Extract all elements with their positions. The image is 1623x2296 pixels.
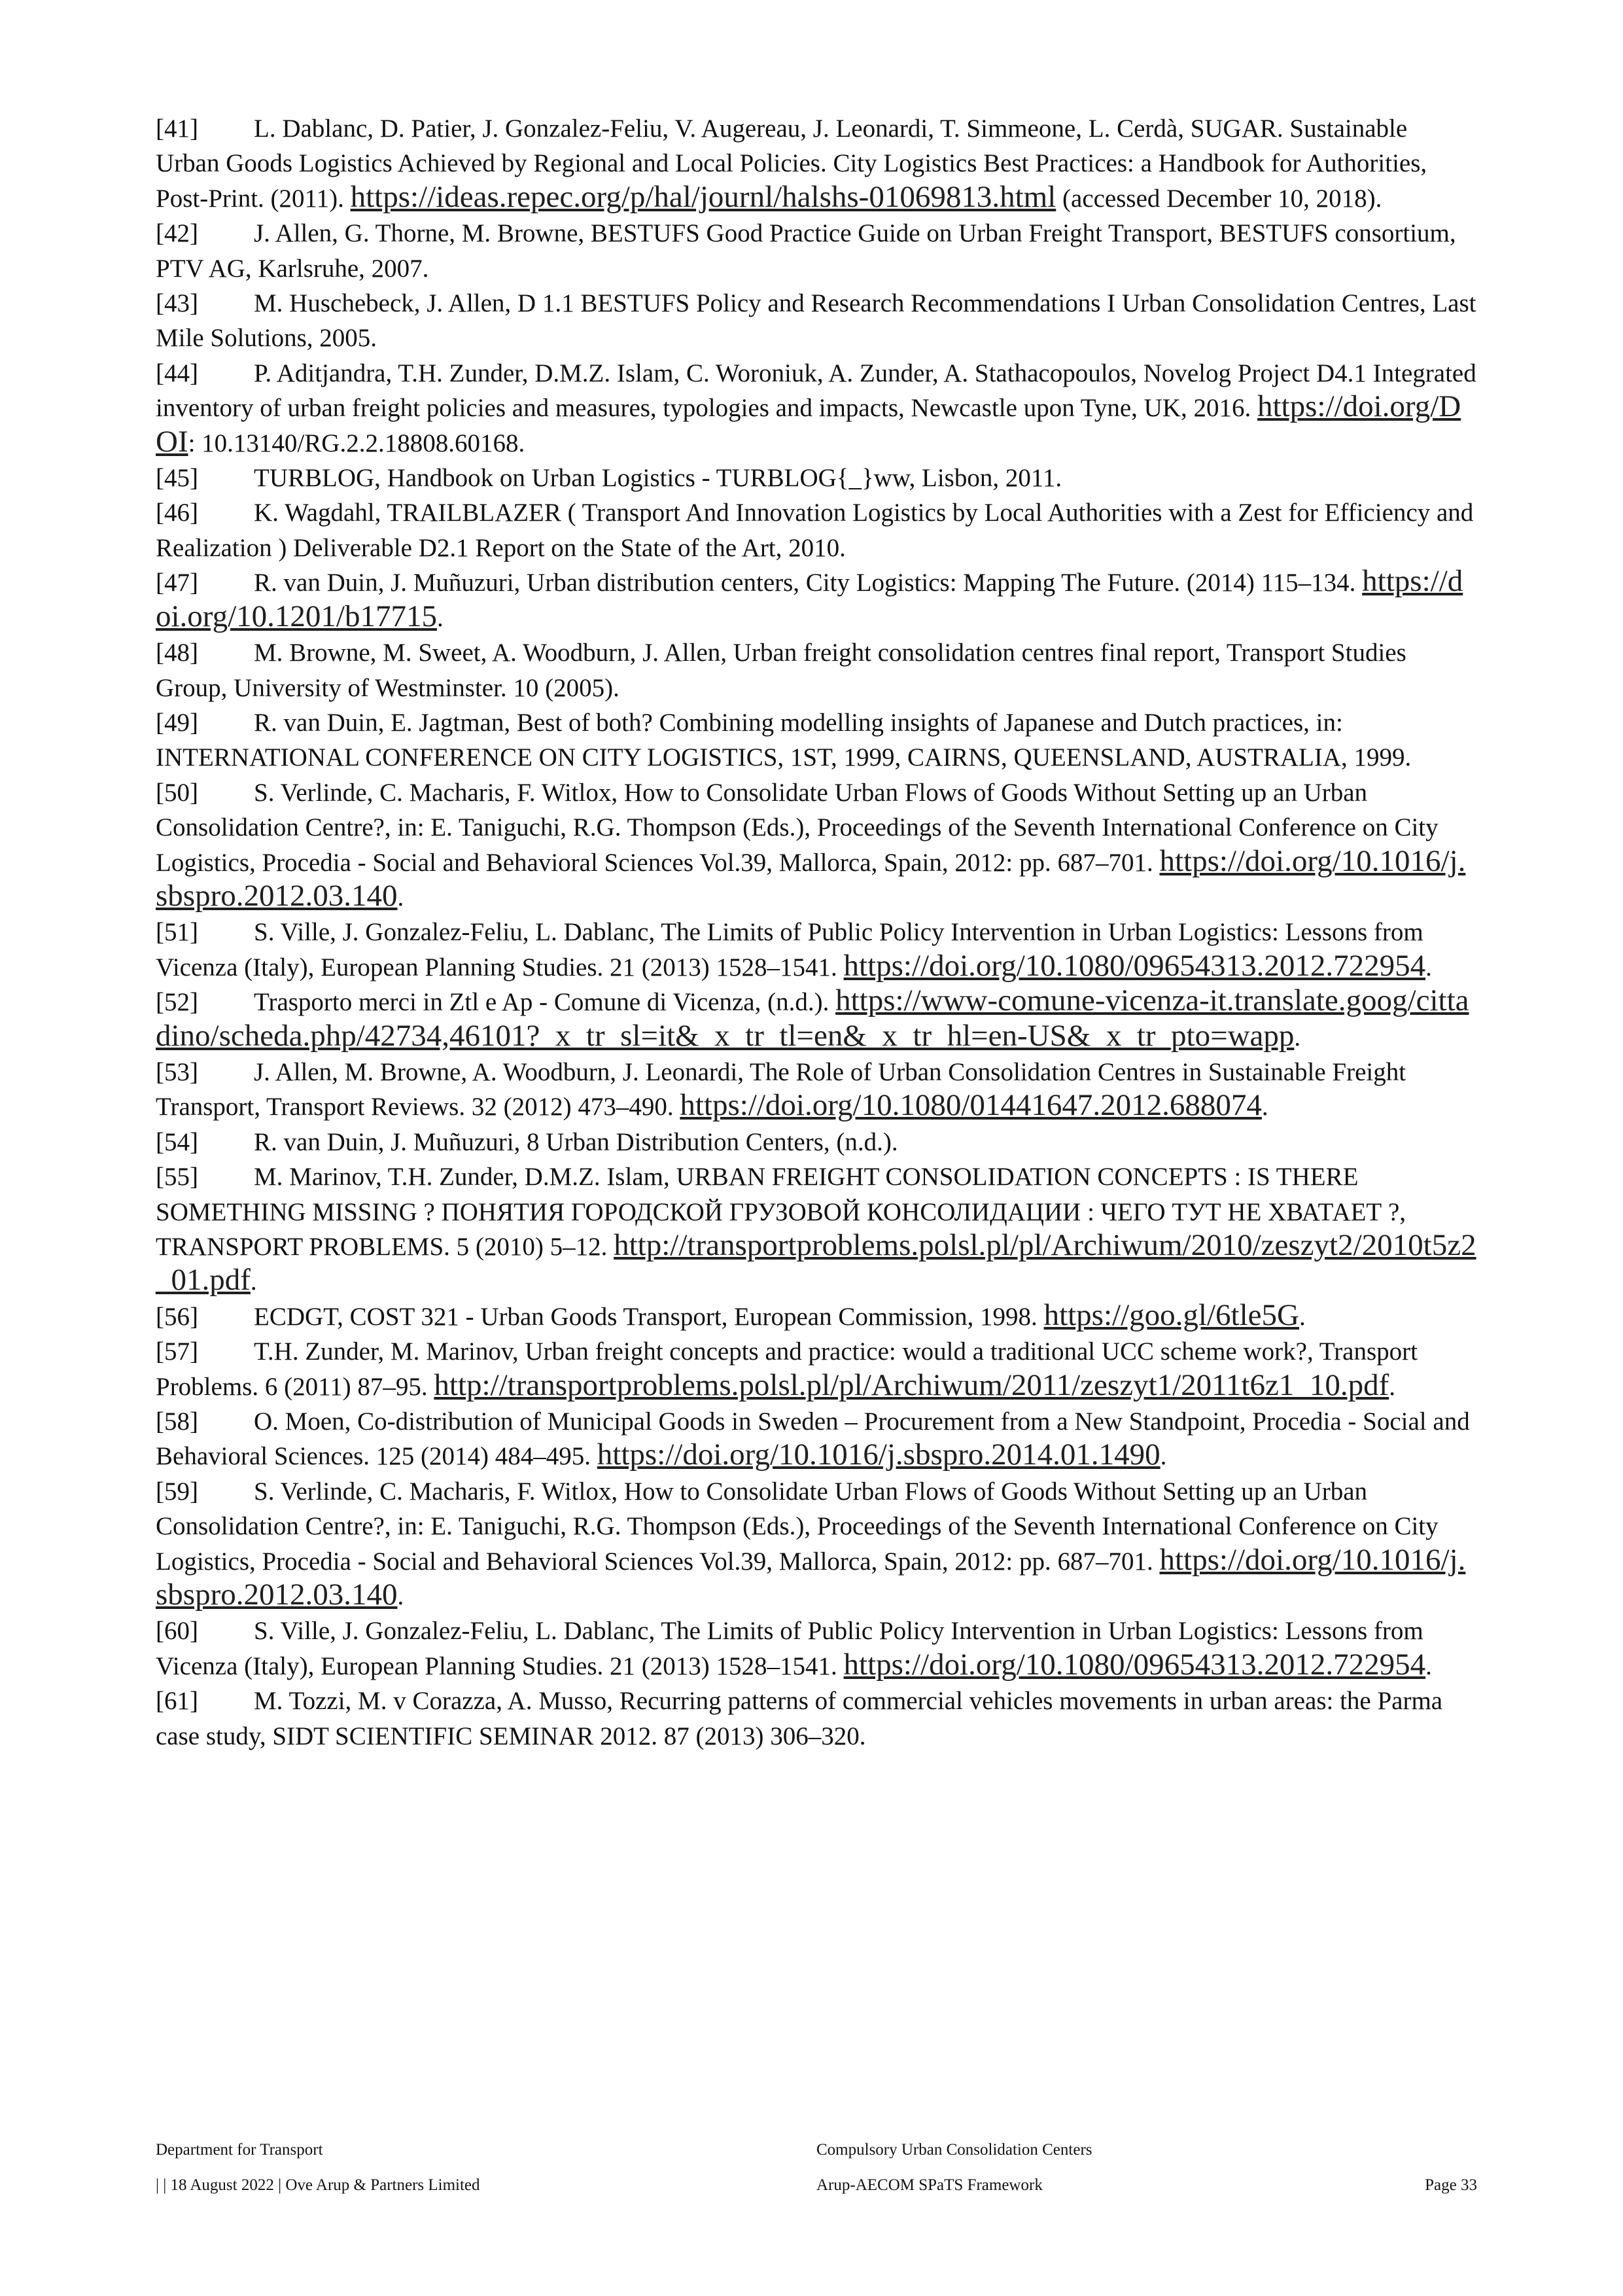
- reference-number: [55]: [156, 1163, 198, 1192]
- reference-text: R. van Duin, E. Jagtman, Best of both? Combining modelling insights of Japanese and Dutch practices, in: INTERNATIONAL CONFERENCE ON CITY LOGISTICS, 1ST, 1999, CAIRNS, QUEENSLAND, AUSTRALIA, 1999.: [156, 708, 1412, 772]
- reference-entry: [156, 1334, 1477, 1404]
- reference-link[interactable]: https://doi.org/10.1016/j.sbspro.2014.01.1490: [597, 1438, 1161, 1472]
- reference-text: J. Allen, M. Browne, A. Woodburn, J. Leonardi, The Role of Urban Consolidation Centres in Sustainable Freight Transport, Transport Reviews. 32 (2012) 473–490.: [156, 1057, 1406, 1122]
- reference-number: [53]: [156, 1057, 198, 1086]
- reference-text: L. Dablanc, D. Patier, J. Gonzalez-Feliu, V. Augereau, J. Leonardi, T. Simmeone, L. Cerdà, SUGAR. Sustainable Urban Goods Logistics Achieved by Regional and Local Policies. City Logistics Best Practices: a Handbook for Authorities, Post-Print. (2011).: [156, 115, 1427, 213]
- reference-list: [156, 111, 1477, 1754]
- reference-text: S. Ville, J. Gonzalez-Feliu, L. Dablanc, The Limits of Public Policy Intervention in Urban Logistics: Lessons from Vicenza (Italy), European Planning Studies. 21 (2013) 1528–1541.: [156, 918, 1423, 981]
- reference-link[interactable]: https://goo.gl/6tle5G: [1043, 1298, 1299, 1332]
- reference-link[interactable]: https://doi.org/10.1201/b17715: [156, 564, 1463, 633]
- reference-text: R. van Duin, J. Muñuzuri, 8 Urban Distribution Centers, (n.d.).: [254, 1127, 898, 1156]
- reference-text: T.H. Zunder, M. Marinov, Urban freight concepts and practice: would a traditional UCC scheme work?, Transport Problems. 6 (2011) 87–95.: [156, 1337, 1418, 1401]
- reference-entry: [156, 461, 1477, 495]
- reference-number: [41]: [156, 115, 198, 143]
- reference-number: [58]: [156, 1407, 198, 1436]
- reference-text-suffix: .: [397, 883, 404, 911]
- reference-number: [59]: [156, 1477, 198, 1506]
- reference-number: [60]: [156, 1617, 198, 1646]
- reference-number: [48]: [156, 639, 198, 667]
- reference-text-suffix: .: [397, 1582, 404, 1611]
- reference-text-suffix: .: [1425, 1651, 1432, 1680]
- reference-text: S. Verlinde, C. Macharis, F. Witlox, How to Consolidate Urban Flows of Goods Without Setting up an Urban Consolidation Centre?, in: E. Taniguchi, R.G. Thompson (Eds.), Proceedings of the Seventh International Conference on City Logistics, Procedia - Social and Behavioral Sciences Vol.39, Mallorca, Spain, 2012: pp. 687–701.: [156, 778, 1439, 877]
- reference-entry: [156, 1684, 1477, 1754]
- reference-text-suffix: .: [1299, 1302, 1306, 1331]
- reference-text: TURBLOG, Handbook on Urban Logistics - TURBLOG{_}ww, Lisbon, 2011.: [254, 464, 1062, 493]
- reference-link[interactable]: https://ideas.repec.org/p/hal/journl/halshs-01069813.html: [350, 179, 1056, 214]
- reference-text-suffix: : 10.13140/RG.2.2.18808.60168.: [188, 429, 525, 457]
- footer-document-title: Compulsory Urban Consolidation Centers: [816, 2141, 1092, 2159]
- reference-text: S. Ville, J. Gonzalez-Feliu, L. Dablanc, The Limits of Public Policy Intervention in Urban Logistics: Lessons from Vicenza (Italy), European Planning Studies. 21 (2013) 1528–1541.: [156, 1617, 1423, 1680]
- reference-entry: [156, 1055, 1477, 1125]
- reference-text-suffix: .: [1294, 1023, 1301, 1051]
- reference-text: Trasporto merci in Ztl e Ap - Comune di Vicenza, (n.d.).: [254, 988, 836, 1017]
- reference-entry: [156, 1474, 1477, 1614]
- footer-framework: Arup-AECOM SPaTS Framework: [816, 2176, 1043, 2194]
- reference-number: [50]: [156, 778, 198, 807]
- reference-text-suffix: .: [1160, 1442, 1167, 1471]
- reference-text-suffix: .: [1425, 953, 1432, 981]
- reference-link[interactable]: http://transportproblems.polsl.pl/pl/Archiwum/2010/zeszyt2/2010t5z2_01.pdf: [156, 1228, 1476, 1298]
- reference-text-suffix: .: [250, 1267, 257, 1296]
- reference-text: M. Marinov, T.H. Zunder, D.M.Z. Islam, URBAN FREIGHT CONSOLIDATION CONCEPTS : IS THERE SOMETHING MISSING ? ПОНЯТИЯ ГОРОДСКОЙ ГРУЗОВОЙ КОНСОЛИДАЦИИ : ЧЕГО ТУТ НЕ ХВАТАЕТ ?, TRANSPORT PROBLEMS. 5 (2010) 5–12.: [156, 1163, 1406, 1261]
- reference-text: J. Allen, G. Thorne, M. Browne, BESTUFS Good Practice Guide on Urban Freight Transport, BESTUFS consortium, PTV AG, Karlsruhe, 2007.: [156, 219, 1456, 283]
- reference-entry: [156, 495, 1477, 565]
- reference-number: [46]: [156, 499, 198, 527]
- reference-number: [57]: [156, 1337, 198, 1366]
- reference-number: [42]: [156, 219, 198, 248]
- reference-text-suffix: .: [436, 603, 444, 632]
- reference-number: [54]: [156, 1127, 198, 1156]
- reference-entry: [156, 565, 1477, 635]
- reference-text-suffix: .: [1261, 1093, 1268, 1122]
- reference-entry: [156, 775, 1477, 915]
- footer-page-number: Page 33: [1425, 2176, 1477, 2194]
- reference-number: [43]: [156, 289, 198, 318]
- footer-date-line: | | 18 August 2022 | Ove Arup & Partners Limited: [156, 2176, 480, 2194]
- reference-text: S. Verlinde, C. Macharis, F. Witlox, How to Consolidate Urban Flows of Goods Without Setting up an Urban Consolidation Centre?, in: E. Taniguchi, R.G. Thompson (Eds.), Proceedings of the Seventh International Conference on City Logistics, Procedia - Social and Behavioral Sciences Vol.39, Mallorca, Spain, 2012: pp. 687–701.: [156, 1477, 1439, 1576]
- reference-entry: [156, 1159, 1477, 1299]
- reference-text: M. Tozzi, M. v Corazza, A. Musso, Recurring patterns of commercial vehicles movements in urban areas: the Parma case study, SIDT SCIENTIFIC SEMINAR 2012. 87 (2013) 306–320.: [156, 1687, 1443, 1750]
- reference-text: M. Browne, M. Sweet, A. Woodburn, J. Allen, Urban freight consolidation centres final report, Transport Studies Group, University of Westminster. 10 (2005).: [156, 639, 1406, 702]
- reference-entry: [156, 356, 1477, 461]
- reference-entry: [156, 1299, 1477, 1334]
- reference-link[interactable]: https://doi.org/10.1080/01441647.2012.688074: [680, 1088, 1262, 1123]
- reference-entry: [156, 111, 1477, 216]
- reference-number: [51]: [156, 918, 198, 947]
- footer-organization: Department for Transport: [156, 2141, 323, 2159]
- reference-text: R. van Duin, J. Muñuzuri, Urban distribution centers, City Logistics: Mapping The Future. (2014) 115–134.: [254, 569, 1363, 597]
- reference-entry: [156, 915, 1477, 985]
- reference-number: [56]: [156, 1302, 198, 1331]
- reference-number: [45]: [156, 464, 198, 493]
- reference-text: K. Wagdahl, TRAILBLAZER ( Transport And Innovation Logistics by Local Authorities with a Zest for Efficiency and Realization ) Deliverable D2.1 Report on the State of the Art, 2010.: [156, 499, 1474, 562]
- reference-entry: [156, 216, 1477, 286]
- reference-entry: [156, 635, 1477, 705]
- reference-text: P. Aditjandra, T.H. Zunder, D.M.Z. Islam, C. Woroniuk, A. Zunder, A. Stathacopoulos, Novelog Project D4.1 Integrated inventory of urban freight policies and measures, typologies and impacts, Newcastle upon Tyne, UK, 2016.: [156, 359, 1476, 423]
- reference-entry: [156, 1404, 1477, 1474]
- reference-entry: [156, 985, 1477, 1055]
- reference-number: [61]: [156, 1687, 198, 1716]
- reference-number: [47]: [156, 569, 198, 597]
- reference-number: [44]: [156, 359, 198, 387]
- reference-entry: [156, 1125, 1477, 1159]
- reference-link[interactable]: https://doi.org/10.1080/09654313.2012.722954: [843, 1647, 1426, 1682]
- reference-text: ECDGT, COST 321 - Urban Goods Transport, European Commission, 1998.: [254, 1302, 1044, 1331]
- reference-entry: [156, 1614, 1477, 1684]
- reference-text-suffix: .: [1389, 1372, 1395, 1401]
- reference-text-suffix: (accessed December 10, 2018).: [1056, 184, 1382, 213]
- reference-link[interactable]: https://doi.org/10.1016/j.sbspro.2012.03.140: [156, 843, 1466, 913]
- reference-number: [49]: [156, 708, 198, 737]
- reference-link[interactable]: http://transportproblems.polsl.pl/pl/Archiwum/2011/zeszyt1/2011t6z1_10.pdf: [434, 1368, 1389, 1402]
- reference-link[interactable]: https://doi.org/DOI: [156, 389, 1461, 459]
- reference-number: [52]: [156, 988, 198, 1017]
- reference-link[interactable]: https://doi.org/10.1016/j.sbspro.2012.03.140: [156, 1542, 1466, 1612]
- reference-link[interactable]: https://doi.org/10.1080/09654313.2012.722954: [843, 948, 1426, 983]
- reference-entry: [156, 705, 1477, 775]
- reference-link[interactable]: https://www-comune-vicenza-it.translate.goog/cittadino/scheda.php/42734,46101?_x_tr_sl=it&_x_tr_tl=en&_x_tr_hl=en-US&_x_tr_pto=wapp: [156, 983, 1469, 1053]
- reference-text: O. Moen, Co-distribution of Municipal Goods in Sweden – Procurement from a New Standpoint, Procedia - Social and Behavioral Sciences. 125 (2014) 484–495.: [156, 1407, 1470, 1471]
- reference-entry: [156, 286, 1477, 356]
- reference-text: M. Huschebeck, J. Allen, D 1.1 BESTUFS Policy and Research Recommendations I Urban Consolidation Centres, Last Mile Solutions, 2005.: [156, 289, 1476, 353]
